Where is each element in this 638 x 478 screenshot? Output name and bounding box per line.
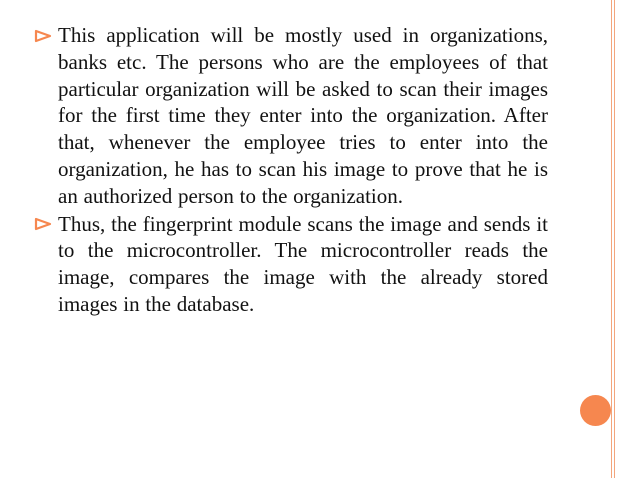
accent-circle [580,395,611,426]
bullet-text: Thus, the fingerprint module scans the image and sends it to the microcontroller. The microcontroller reads the image, compares the image with the already stored images in the database. [58,211,548,316]
bullet-text: This application will be mostly used in organizations, banks etc. The persons who are the employees of that particular organization will be asked to scan their images for the first time they enter into the organization. After that, whenever the employee tries to enter into the organization, he has to scan his image to prove that he is an authorized person to the organization. [58,23,548,208]
decorative-vertical-rule-left [611,0,612,478]
hollow-triangle-bullet-icon [34,22,58,49]
bullet-item [34,211,548,318]
bullet-item [34,22,548,210]
slide-content [34,22,548,318]
hollow-triangle-bullet-icon [34,211,58,238]
decorative-vertical-rule-right [614,0,615,478]
